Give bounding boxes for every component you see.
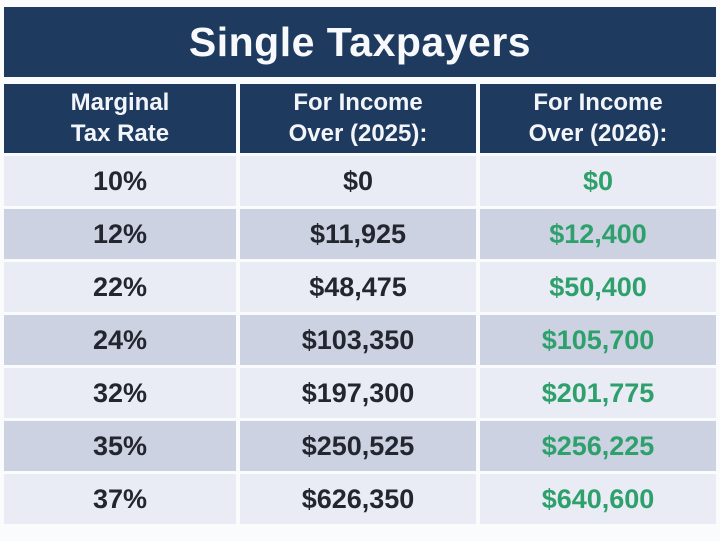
- table-row: [4, 262, 716, 312]
- rate-cell: 32%: [4, 368, 236, 418]
- table-title: Single Taxpayers: [188, 18, 532, 65]
- rate-cell: 35%: [4, 421, 236, 471]
- table-row: [4, 209, 716, 259]
- table-row: [4, 421, 716, 471]
- table-title-bar: [4, 7, 716, 77]
- income-2026-cell: $50,400: [480, 262, 716, 312]
- rate-cell: 22%: [4, 262, 236, 312]
- header-line: Over (2026):: [528, 119, 668, 147]
- header-line: For Income: [533, 88, 663, 116]
- table-row: [4, 474, 716, 524]
- income-2025-cell: $103,350: [240, 315, 476, 365]
- rate-cell: 12%: [4, 209, 236, 259]
- income-2025-cell: $250,525: [240, 421, 476, 471]
- income-2026-cell: $105,700: [480, 315, 716, 365]
- income-2025-cell: $48,475: [240, 262, 476, 312]
- table-row: [4, 368, 716, 418]
- table-row: [4, 315, 716, 365]
- income-2025-cell: $197,300: [240, 368, 476, 418]
- income-2026-cell: $256,225: [480, 421, 716, 471]
- table-header-row: [4, 84, 716, 153]
- header-line: For Income: [293, 88, 423, 116]
- income-2025-cell: $11,925: [240, 209, 476, 259]
- rate-cell: 24%: [4, 315, 236, 365]
- income-2026-cell: $640,600: [480, 474, 716, 524]
- income-2026-cell: $0: [480, 156, 716, 206]
- income-2026-cell: $201,775: [480, 368, 716, 418]
- table-row: [4, 156, 716, 206]
- header-line: Over (2025):: [288, 119, 428, 147]
- income-2025-cell: $0: [240, 156, 476, 206]
- table-body: [4, 156, 716, 524]
- rate-cell: 37%: [4, 474, 236, 524]
- header-line: Marginal: [70, 88, 170, 116]
- header-cell-marginal-tax-rate: [4, 84, 236, 153]
- header-cell-income-2025: [240, 84, 476, 153]
- header-cell-income-2026: [480, 84, 716, 153]
- income-2025-cell: $626,350: [240, 474, 476, 524]
- rate-cell: 10%: [4, 156, 236, 206]
- income-2026-cell: $12,400: [480, 209, 716, 259]
- header-line: Tax Rate: [70, 119, 170, 147]
